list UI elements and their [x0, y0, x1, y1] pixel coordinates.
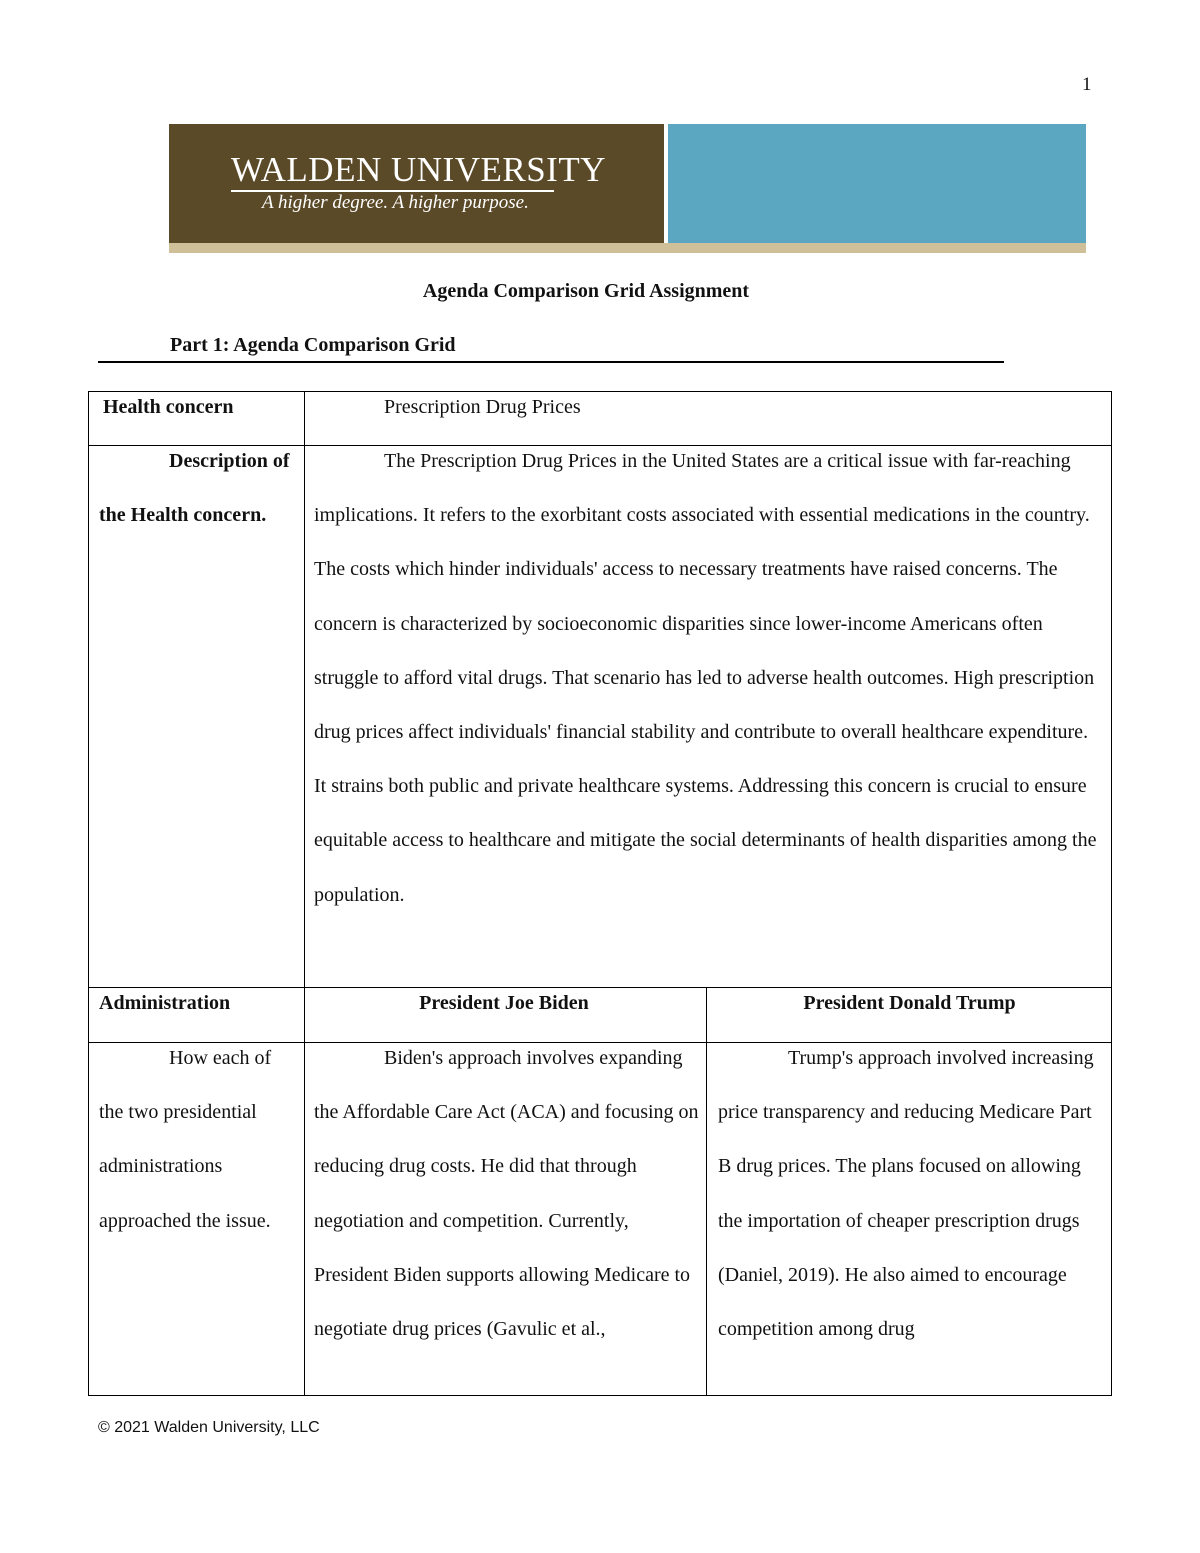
- administration-label: Administration: [99, 992, 231, 1014]
- grid-column-divider: [304, 391, 305, 1396]
- grid-border-right: [1111, 391, 1112, 1396]
- health-concern-label: Health concern: [103, 396, 234, 418]
- page-number: 1: [1082, 74, 1092, 95]
- heading-underline: [98, 361, 1004, 363]
- banner-brown-panel: [169, 124, 664, 243]
- trump-header: President Donald Trump: [803, 992, 1016, 1014]
- trump-approach-text: Trump's approach involved increasing price transparency and reducing Medicare Part B drug prices. The plans focused on allowing the importation of cheaper prescription drugs (Daniel, 2019). He also aimed to encourage competition among drug: [718, 1047, 1094, 1341]
- part-heading: Part 1: Agenda Comparison Grid: [170, 334, 456, 356]
- grid-border-bottom: [88, 1395, 1112, 1396]
- banner-strip: [169, 243, 1086, 253]
- walden-university-banner: [169, 124, 1086, 253]
- copyright-footer: © 2021 Walden University, LLC: [98, 1419, 320, 1436]
- health-concern-value: Prescription Drug Prices: [384, 396, 581, 418]
- logo-wordmark: WALDEN UNIVERSITY: [231, 150, 606, 189]
- grid-column-divider: [706, 987, 707, 1396]
- logo-tagline: A higher degree. A higher purpose.: [262, 192, 529, 213]
- biden-header: President Joe Biden: [419, 992, 589, 1014]
- agenda-comparison-grid: [88, 391, 1112, 1396]
- description-text: The Prescription Drug Prices in the United States are a critical issue with far-reaching implications. It refers to the exorbitant costs associated with essential medications in the country. The costs which hinder individuals' access to necessary treatments have raised concerns. The concern is characterized by socioeconomic disparities since lower-income Americans often struggle to afford vital drugs. That scenario has led to adverse health outcomes. High prescription drug prices affect individuals' financial stability and contribute to overall healthcare expenditure. It strains both public and private healthcare systems. Addressing this concern is crucial to ensure equitable access to healthcare and mitigate the social determinants of health disparities among the population.: [314, 450, 1097, 906]
- description-label: Description of the Health concern.: [99, 450, 290, 527]
- approach-label: How each of the two presidential administrations approached the issue.: [99, 1047, 272, 1232]
- biden-approach-text: Biden's approach involves expanding the Affordable Care Act (ACA) and focusing on reducing drug costs. He did that through negotiation and competition. Currently, President Biden supports allowing Medicare to negotiate drug prices (Gavulic et al.,: [314, 1047, 699, 1341]
- document-title: Agenda Comparison Grid Assignment: [422, 280, 750, 302]
- banner-blue-panel: [668, 124, 1086, 243]
- grid-border-left: [88, 391, 89, 1396]
